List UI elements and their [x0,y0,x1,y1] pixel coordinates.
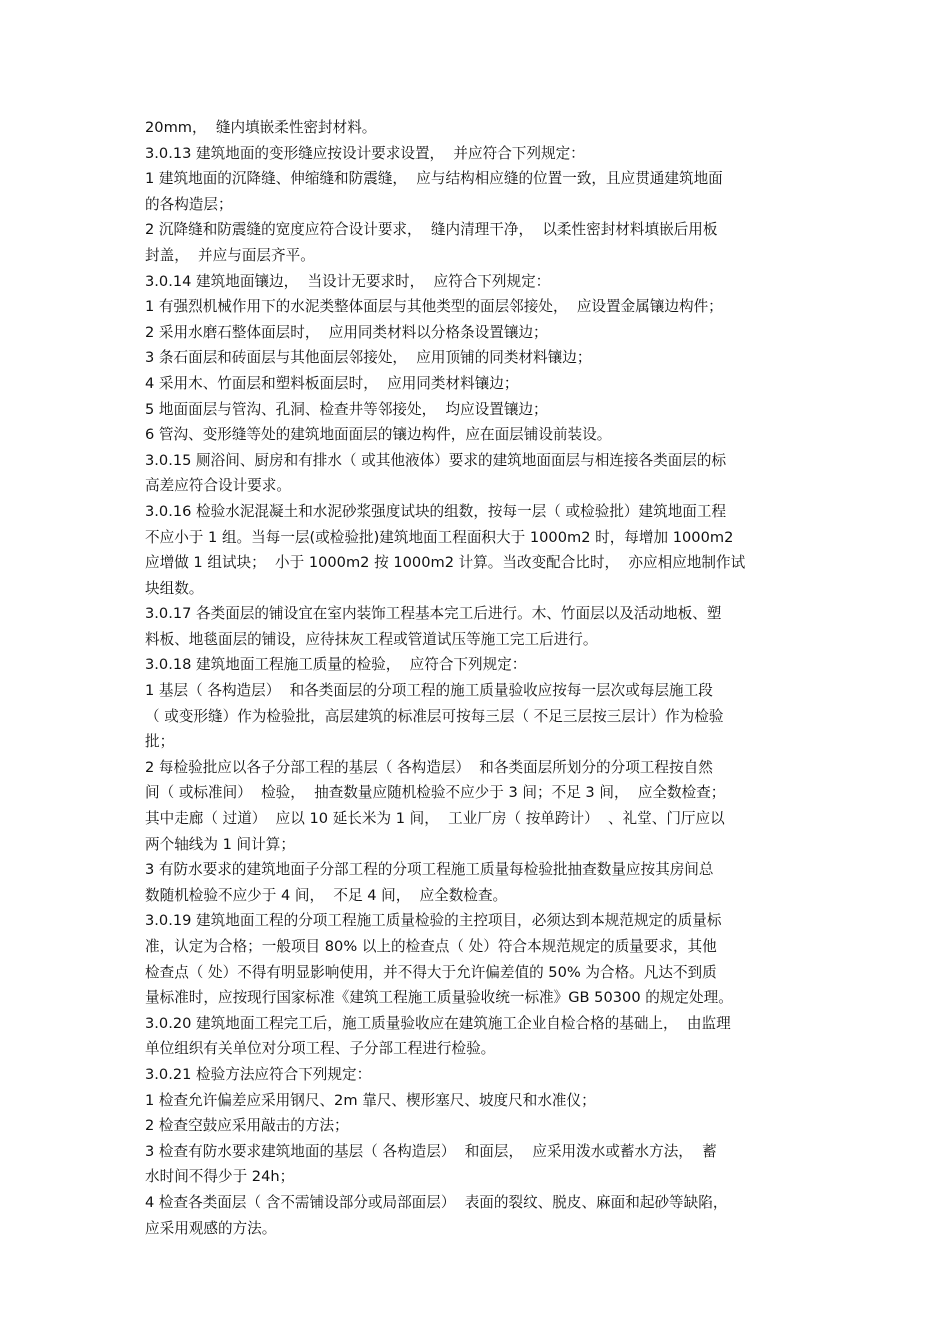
text-line: （ 或变形缝）作为检验批，高层建筑的标准层可按每三层（ 不足三层按三层计）作为检验 [145,707,724,725]
text-line: 3 有防水要求的建筑地面子分部工程的分项工程施工质量每检验批抽查数量应按其房间总 [145,861,714,879]
text-line: 水时间不得少于 24h； [145,1168,295,1186]
text-line: 3.0.15 厕浴间、厨房和有排水（ 或其他液体）要求的建筑地面面层与相连接各类面层的标 [145,451,727,469]
text-line: 1 基层（ 各构造层） 和各类面层的分项工程的施工质量验收应按每一层次或每层施工段 [145,682,713,700]
text-line: 3.0.20 建筑地面工程完工后，施工质量验收应在建筑施工企业自检合格的基础上， 由监理 [145,1014,731,1032]
text-line: 3.0.13 建筑地面的变形缝应按设计要求设置， 并应符合下列规定： [145,144,585,162]
document-page [145,115,815,1241]
text-line: 3 检查有防水要求建筑地面的基层（ 各构造层） 和面层， 应采用泼水或蓄水方法， 蓄 [145,1142,717,1160]
text-line: 2 每检验批应以各子分部工程的基层（ 各构造层） 和各类面层所划分的分项工程按自然 [145,758,713,776]
text-line: 6 管沟、变形缝等处的建筑地面面层的镶边构件，应在面层铺设前装设。 [145,426,612,444]
text-line: 3.0.14 建筑地面镶边， 当设计无要求时， 应符合下列规定： [145,272,551,290]
text-line: 批； [145,733,175,751]
text-line: 检查点（ 处）不得有明显影响使用，并不得大于允许偏差值的 50% 为合格。凡达不到质 [145,963,717,981]
text-line: 1 有强烈机械作用下的水泥类整体面层与其他类型的面层邻接处， 应设置金属镶边构件； [145,298,723,316]
text-line: 4 检查各类面层（ 含不需铺设部分或局部面层） 表面的裂纹、脱皮、麻面和起砂等缺陷， [145,1193,728,1211]
text-line: 1 检查允许偏差应采用钢尺、2m 靠尺、楔形塞尺、坡度尺和水准仪； [145,1091,596,1109]
text-line: 2 沉降缝和防震缝的宽度应符合设计要求， 缝内清理干净， 以柔性密封材料填嵌后用板 [145,221,718,239]
text-line: 高差应符合设计要求。 [145,477,291,495]
text-line: 3.0.19 建筑地面工程的分项工程施工质量检验的主控项目，必须达到本规范规定的质量标 [145,912,722,930]
text-line: 间（ 或标准间） 检验， 抽查数量应随机检验不应少于 3 间；不足 3 间， 应全数检查； [145,784,726,802]
text-line: 应采用观感的方法。 [145,1219,277,1237]
text-line: 数随机检验不应少于 4 间， 不足 4 间， 应全数检查。 [145,886,508,904]
text-line: 料板、地毯面层的铺设，应待抹灰工程或管道试压等施工完工后进行。 [145,630,598,648]
text-line: 的各构造层； [145,195,233,213]
text-line: 不应小于 1 组。当每一层(或检验批)建筑地面工程面积大于 1000m2 时，每增加 1000m2 [145,528,734,546]
text-line: 量标准时，应按现行国家标准《建筑工程施工质量验收统一标准》GB 50300 的规定处理。 [145,989,733,1007]
text-line: 其中走廊（ 过道） 应以 10 延长米为 1 间， 工业厂房（ 按单跨计） 、礼堂、门厅应以 [145,810,725,828]
text-line: 1 建筑地面的沉降缝、伸缩缝和防震缝， 应与结构相应缝的位置一致，且应贯通建筑地面 [145,170,723,188]
text-line: 3.0.16 检验水泥混凝土和水泥砂浆强度试块的组数，按每一层（ 或检验批）建筑地面工程 [145,502,727,520]
text-line: 5 地面面层与管沟、孔洞、检查井等邻接处， 均应设置镶边； [145,400,548,418]
text-line: 两个轴线为 1 间计算； [145,835,295,853]
text-line: 3.0.21 检验方法应符合下列规定： [145,1065,372,1083]
text-line: 准，认定为合格；一般项目 80% 以上的检查点（ 处）符合本规范规定的质量要求，其他 [145,938,717,955]
text-line: 3.0.17 各类面层的铺设宜在室内装饰工程基本完工后进行。木、竹面层以及活动地板、塑 [145,605,722,623]
text-line: 3.0.18 建筑地面工程施工质量的检验， 应符合下列规定： [145,656,527,674]
text-line: 20mm， 缝内填嵌柔性密封材料。 [145,119,377,136]
text-line: 块组数。 [145,579,204,597]
text-line: 封盖， 并应与面层齐平。 [145,246,315,264]
text-line: 单位组织有关单位对分项工程、子分部工程进行检验。 [145,1040,496,1058]
text-line: 2 采用水磨石整体面层时， 应用同类材料以分格条设置镶边； [145,323,548,341]
text-line: 应增做 1 组试块； 小于 1000m2 按 1000m2 计算。当改变配合比时， 亦应相应地制作试 [145,554,746,572]
text-line: 3 条石面层和砖面层与其他面层邻接处， 应用顶铺的同类材料镶边； [145,349,592,367]
text-line: 4 采用木、竹面层和塑料板面层时， 应用同类材料镶边； [145,374,519,392]
text-line: 2 检查空鼓应采用敲击的方法； [145,1117,349,1135]
